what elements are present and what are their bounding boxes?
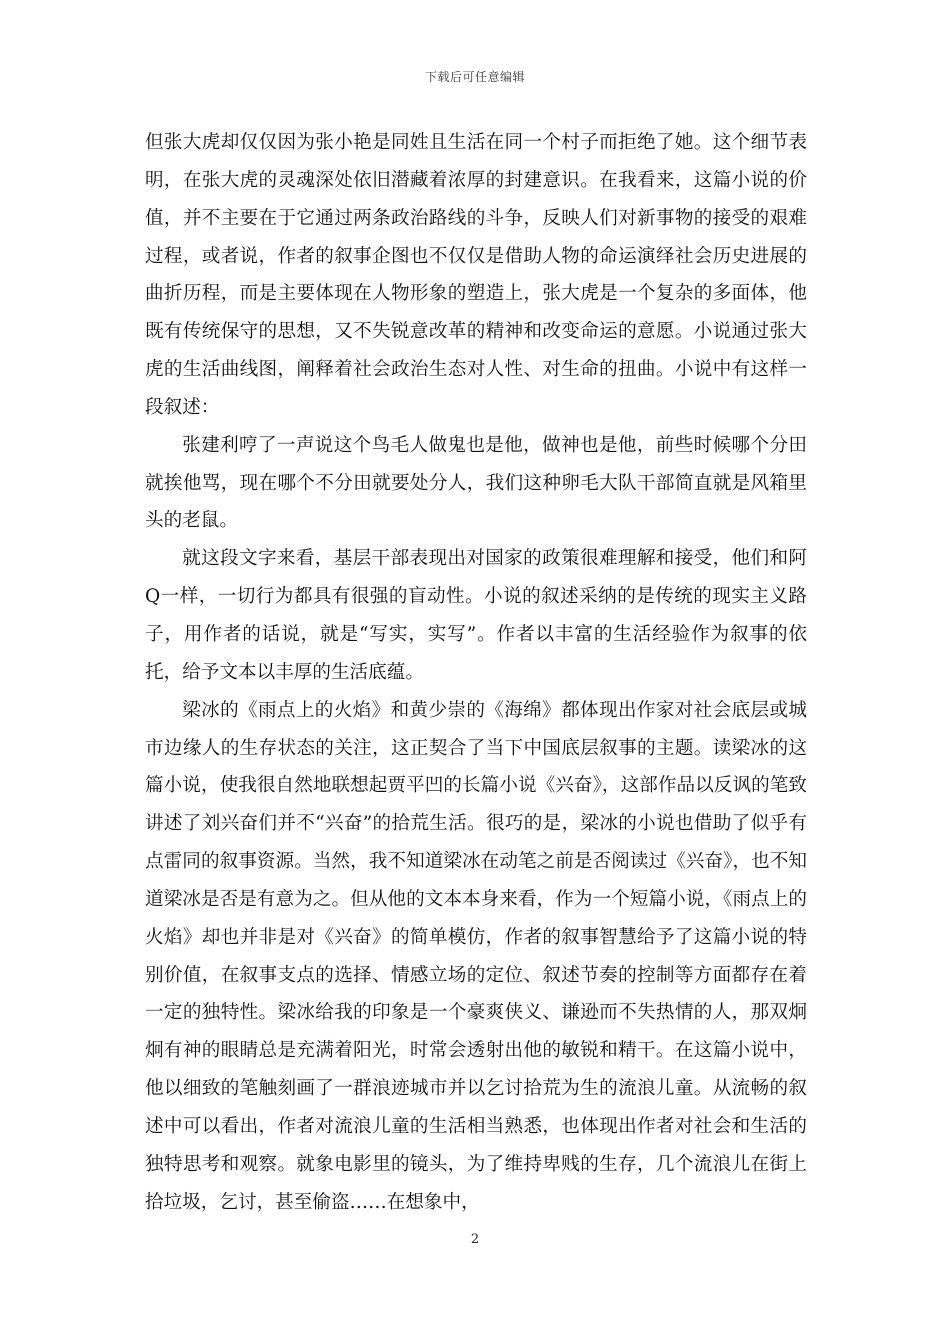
page-header: 下载后可任意编辑 bbox=[424, 70, 525, 84]
body-text bbox=[145, 124, 807, 1221]
paragraph-3: 就这段文字来看，基层干部表现出对国家的政策很难理解和接受，他们和阿Q一样，一切行为都具有很强的盲动性。小说的叙述采纳的是传统的现实主义路子，用作者的话说，就是“写实，实写”。作者以丰富的生活经验作为叙事的依托，给予文本以丰厚的生活底蕴。 bbox=[145, 548, 807, 683]
page-number: 2 bbox=[470, 1232, 480, 1247]
paragraph-1: 但张大虎却仅仅因为张小艳是同姓且生活在同一个村子而拒绝了她。这个细节表明，在张大虎的灵魂深处依旧潜藏着浓厚的封建意识。在我看来，这篇小说的价值，并不主要在于它通过两条政治路线的斗争，反映人们对新事物的接受的艰难过程，或者说，作者的叙事企图也不仅仅是借助人物的命运演绎社会历史进展的曲折历程，而是主要体现在人物形象的塑造上，张大虎是一个复杂的多面体，他既有传统保守的思想，又不失锐意改革的精神和改变命运的意愿。小说通过张大虎的生活曲线图，阐释着社会政治生态对人性、对生命的扭曲。小说中有这样一段叙述： bbox=[145, 132, 807, 418]
paragraph-4: 梁冰的《雨点上的火焰》和黄少崇的《海绵》都体现出作家对社会底层或城市边缘人的生存状态的关注，这正契合了当下中国底层叙事的主题。读梁冰的这篇小说，使我很自然地联想起贾平凹的长篇小说《兴奋》，这部作品以反讽的笔致讲述了刘兴奋们并不“兴奋”的拾荒生活。很巧的是，梁冰的小说也借助了似乎有点雷同的叙事资源。当然，我不知道梁冰在动笔之前是否阅读过《兴奋》，也不知道梁冰是否是有意为之。但从他的文本本身来看，作为一个短篇小说，《雨点上的火焰》却也并非是对《兴奋》的简单模仿，作者的叙事智慧给予了这篇小说的特别价值，在叙事支点的选择、情感立场的定位、叙述节奏的控制等方面都存在着一定的独特性。梁冰给我的印象是一个豪爽侠义、谦逊而不失热情的人，那双炯炯有神的眼睛总是充满着阳光，时常会透射出他的敏锐和精干。在这篇小说中，他以细致的笔触刻画了一群浪迹城市并以乞讨拾荒为生的流浪儿童。从流畅的叙述中可以看出，作者对流浪儿童的生活相当熟悉，也体现出作者对社会和生活的独特思考和观察。就象电影里的镜头，为了维持卑贱的生存，几个流浪儿在街上拾垃圾，乞讨，甚至偷盗……在想象中， bbox=[145, 699, 807, 1213]
paragraph-2-quote: 张建利哼了一声说这个鸟毛人做鬼也是他，做神也是他，前些时候哪个分田就挨他骂，现在哪个不分田就要处分人，我们这种卵毛大队干部简直就是风箱里头的老鼠。 bbox=[145, 434, 807, 532]
